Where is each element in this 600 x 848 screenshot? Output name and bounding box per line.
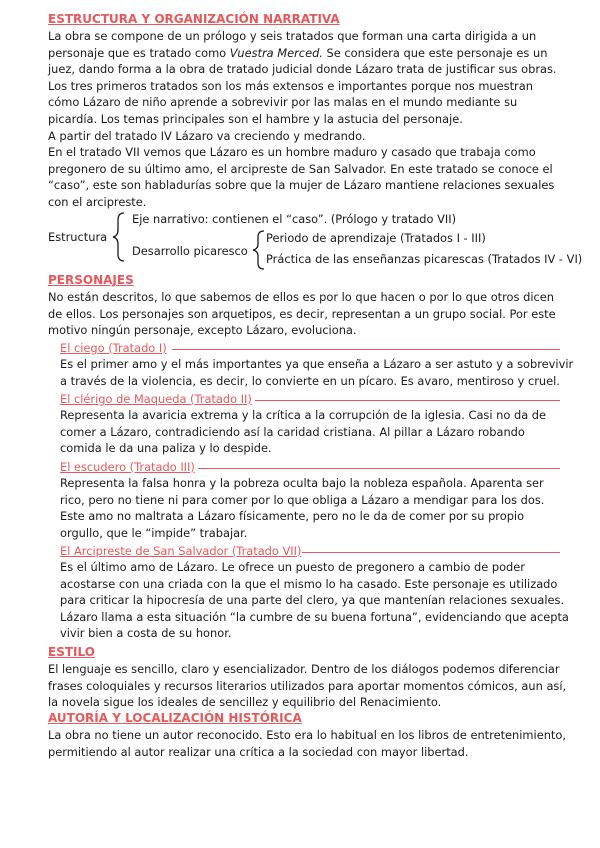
character-title-escudero: El escudero (Tratado III) bbox=[60, 460, 195, 474]
diagram-desarrollo-picaresco: Desarrollo picaresco bbox=[132, 244, 248, 258]
italic-vuestra-merced: Vuestra Merced. bbox=[229, 45, 323, 60]
text-line: El lenguaje es sencillo, claro y esencializador. Dentro de los diálogos podemos diferenciar bbox=[48, 662, 560, 676]
text-line: La obra no tiene un autor reconocido. Esto era lo habitual en los libros de entretenimiento, bbox=[48, 728, 566, 742]
heading-estructura: ESTRUCTURA Y ORGANIZACIÓN NARRATIVA bbox=[48, 12, 340, 26]
text-line: A partir del tratado IV Lázaro va creciendo y medrando. bbox=[48, 128, 366, 143]
text-line: rico, pero no tiene ni para comer por lo que obliga a Lázaro a mendigar para los dos. bbox=[60, 492, 545, 507]
text-line: de ellos. Los personajes son arquetipos, es decir, representan a un grupo social. Por este bbox=[48, 306, 556, 321]
text-line: No están descritos, lo que sabemos de ellos es por lo que hacen o por lo que otros dicen bbox=[48, 290, 554, 304]
text-line: acostarse con una criada con la que el mismo lo ha casado. Este personaje es utilizado bbox=[60, 576, 558, 591]
paragraph-autoria bbox=[48, 727, 568, 760]
paragraph-estilo bbox=[48, 661, 568, 711]
character-title-arcipreste: El Arcipreste de San Salvador (Tratado VII) bbox=[60, 544, 302, 558]
text-line: comer a Lázaro, contradiciendo así la caridad cristiana. Al pillar a Lázaro robando bbox=[60, 424, 525, 439]
title-rule bbox=[172, 349, 560, 350]
character-desc-ciego bbox=[60, 356, 574, 389]
text-line: “caso”, este son habladurías sobre que la mujer de Lázaro mantiene relaciones sexuales bbox=[48, 178, 555, 193]
heading-estilo: ESTILO bbox=[48, 645, 95, 659]
text-line: vivir bien a costa de su honor. bbox=[60, 626, 232, 641]
text-line: Representa la avaricia extrema y la crítica a la corrupción de la iglesia. Casi no da de bbox=[60, 408, 547, 422]
character-desc-arcipreste bbox=[60, 559, 570, 642]
diagram-practica-ensenanzas: Práctica de las enseñanzas picarescas (Tratados IV - VI) bbox=[266, 252, 583, 266]
heading-autoria: AUTORÍA Y LOCALIZACIÓN HISTÓRICA bbox=[48, 711, 302, 725]
paragraph-personajes-intro bbox=[48, 289, 568, 339]
text-line: frases coloquiales y recursos literarios utilizados para aportar momentos cómicos, aun así, bbox=[48, 678, 567, 693]
text-line: Es el último amo de Lázaro. Le ofrece un puesto de pregonero a cambio de poder bbox=[60, 560, 525, 574]
text-line: En el tratado VII vemos que Lázaro es un hombre maduro y casado que trabaja como bbox=[48, 145, 536, 160]
character-title-ciego: El ciego (Tratado I) bbox=[60, 341, 167, 355]
character-desc-clerigo bbox=[60, 407, 570, 457]
diagram-root-label: Estructura bbox=[48, 230, 108, 244]
brace-left-icon bbox=[112, 212, 126, 262]
diagram-eje-narrativo: Eje narrativo: contienen el “caso”. (Prólogo y tratado VII) bbox=[132, 212, 457, 226]
text-line: para criticar la hipocresía de una parte del clero, ya que mantenían relaciones sexuales. bbox=[60, 593, 565, 608]
text-line: cómo Lázaro de niño aprende a sobrevivir por las malas en el mundo mediante su bbox=[48, 95, 518, 110]
title-rule bbox=[255, 400, 560, 401]
text-line: Este amo no maltrata a Lázaro físicamente, pero no le da de comer por su propio bbox=[60, 509, 525, 524]
character-desc-escudero bbox=[60, 475, 570, 541]
text-line: comida le da una paliza y lo despide. bbox=[60, 441, 272, 456]
character-title-clerigo: El clérigo de Maqueda (Tratado II) bbox=[60, 392, 252, 406]
text-line: La obra se compone de un prólogo y seis tratados que forman una carta dirigida a un bbox=[48, 29, 537, 43]
text-line: a través de la violencia, es decir, lo convierte en un pícaro. Es avaro, mentiroso y cruel. bbox=[60, 373, 560, 388]
paragraph-estructura bbox=[48, 28, 568, 211]
text-line: Lázaro llama a esta situación “la cumbre de su buena fortuna”, evidenciando que acepta bbox=[60, 609, 569, 624]
text-line: Es el primer amo y el más importantes ya que enseña a Lázaro a ser astuto y a sobrevivir bbox=[60, 357, 574, 371]
brace-right-icon bbox=[252, 230, 266, 270]
diagram-periodo-aprendizaje: Periodo de aprendizaje (Tratados I - III) bbox=[266, 231, 486, 245]
title-rule bbox=[198, 468, 560, 469]
text-line: picardía. Los temas principales son el hambre y la astucia del personaje. bbox=[48, 111, 463, 126]
text-line: personaje que es tratado como Vuestra Merced. Se considera que este personaje es un bbox=[48, 45, 548, 60]
text-line: motivo ningún personaje, excepto Lázaro, evoluciona. bbox=[48, 323, 357, 338]
title-rule bbox=[302, 552, 560, 553]
text-line: Los tres primeros tratados son los más extensos e importantes porque nos muestran bbox=[48, 78, 533, 93]
text-line: Representa la falsa honra y la pobreza oculta bajo la nobleza española. Aparenta ser bbox=[60, 476, 544, 490]
text-line: permitiendo al autor realizar una crítica a la sociedad con mayor libertad. bbox=[48, 744, 469, 759]
text-line: pregonero de su último amo, el arcipreste de San Salvador. En este tratado se conoce el bbox=[48, 161, 553, 176]
text-line: la novela sigue los ideales de sencillez y equilibrio del Renacimiento. bbox=[48, 695, 442, 710]
text-line: con el arcipreste. bbox=[48, 194, 147, 209]
text-line: orgullo, que le “impide” trabajar. bbox=[60, 525, 248, 540]
heading-personajes: PERSONAJES bbox=[48, 273, 134, 287]
text-line: juez, dando forma a la obra de tratado judicial donde Lázaro trata de justificar sus obras. bbox=[48, 62, 557, 77]
